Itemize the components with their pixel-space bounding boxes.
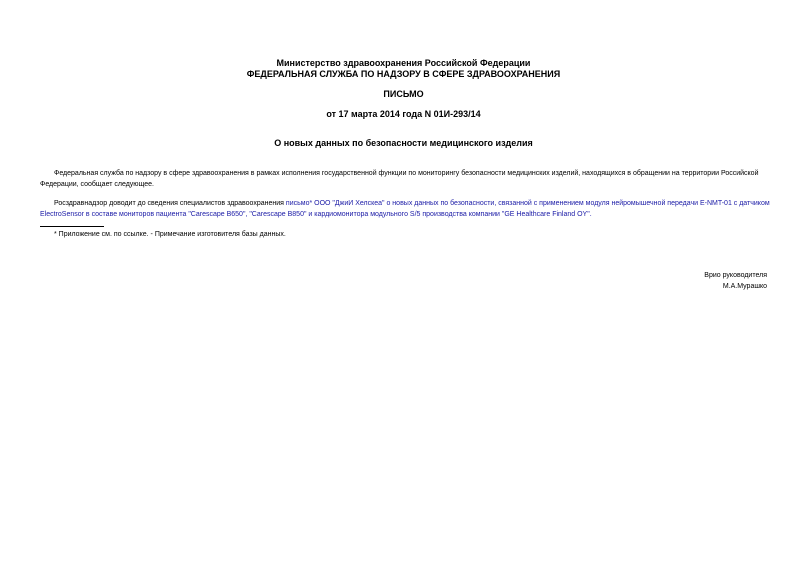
signatory-name: М.А.Мурашко [722,283,767,290]
footnote-divider [40,226,104,227]
document-date-number: от 17 марта 2014 года N 01И-293/14 [326,109,481,119]
ministry-title: Министерство здравоохранения Российской Федерации [276,58,531,68]
paragraph-main-lead: Росздравнадзор доводит до сведения специалистов здравоохранения [54,200,286,207]
paragraph-intro: Федеральная служба по надзору в сфере здравоохранения в рамках исполнения государственной функции по мониторингу безопасности медицинских изделий, находящихся в обращении на территории Российской Федерации, сообщает следующее. [40,170,759,188]
footnote: * Приложение см. по ссылке. - Примечание изготовителя базы данных. [54,231,286,238]
document-type: ПИСЬМО [383,89,424,99]
letter-link[interactable]: письмо* ООО "ДжиИ Хелскеа" о новых данных по безопасности, связанной с применением модуля нейромышечной передачи E-NMT-01 с датчиком ElectroSensor в составе мониторов пациента "Carescape B650", "Carescape B850" и кардиомонитора модульного S/5 производства компании "GE Healthcare Finland OY". [40,200,770,218]
paragraph-main [40,198,770,220]
document-subject: О новых данных по безопасности медицинского изделия [274,138,533,148]
signatory-title: Врио руководителя [704,272,767,279]
agency-title: ФЕДЕРАЛЬНАЯ СЛУЖБА ПО НАДЗОРУ В СФЕРЕ ЗДРАВООХРАНЕНИЯ [246,69,561,79]
